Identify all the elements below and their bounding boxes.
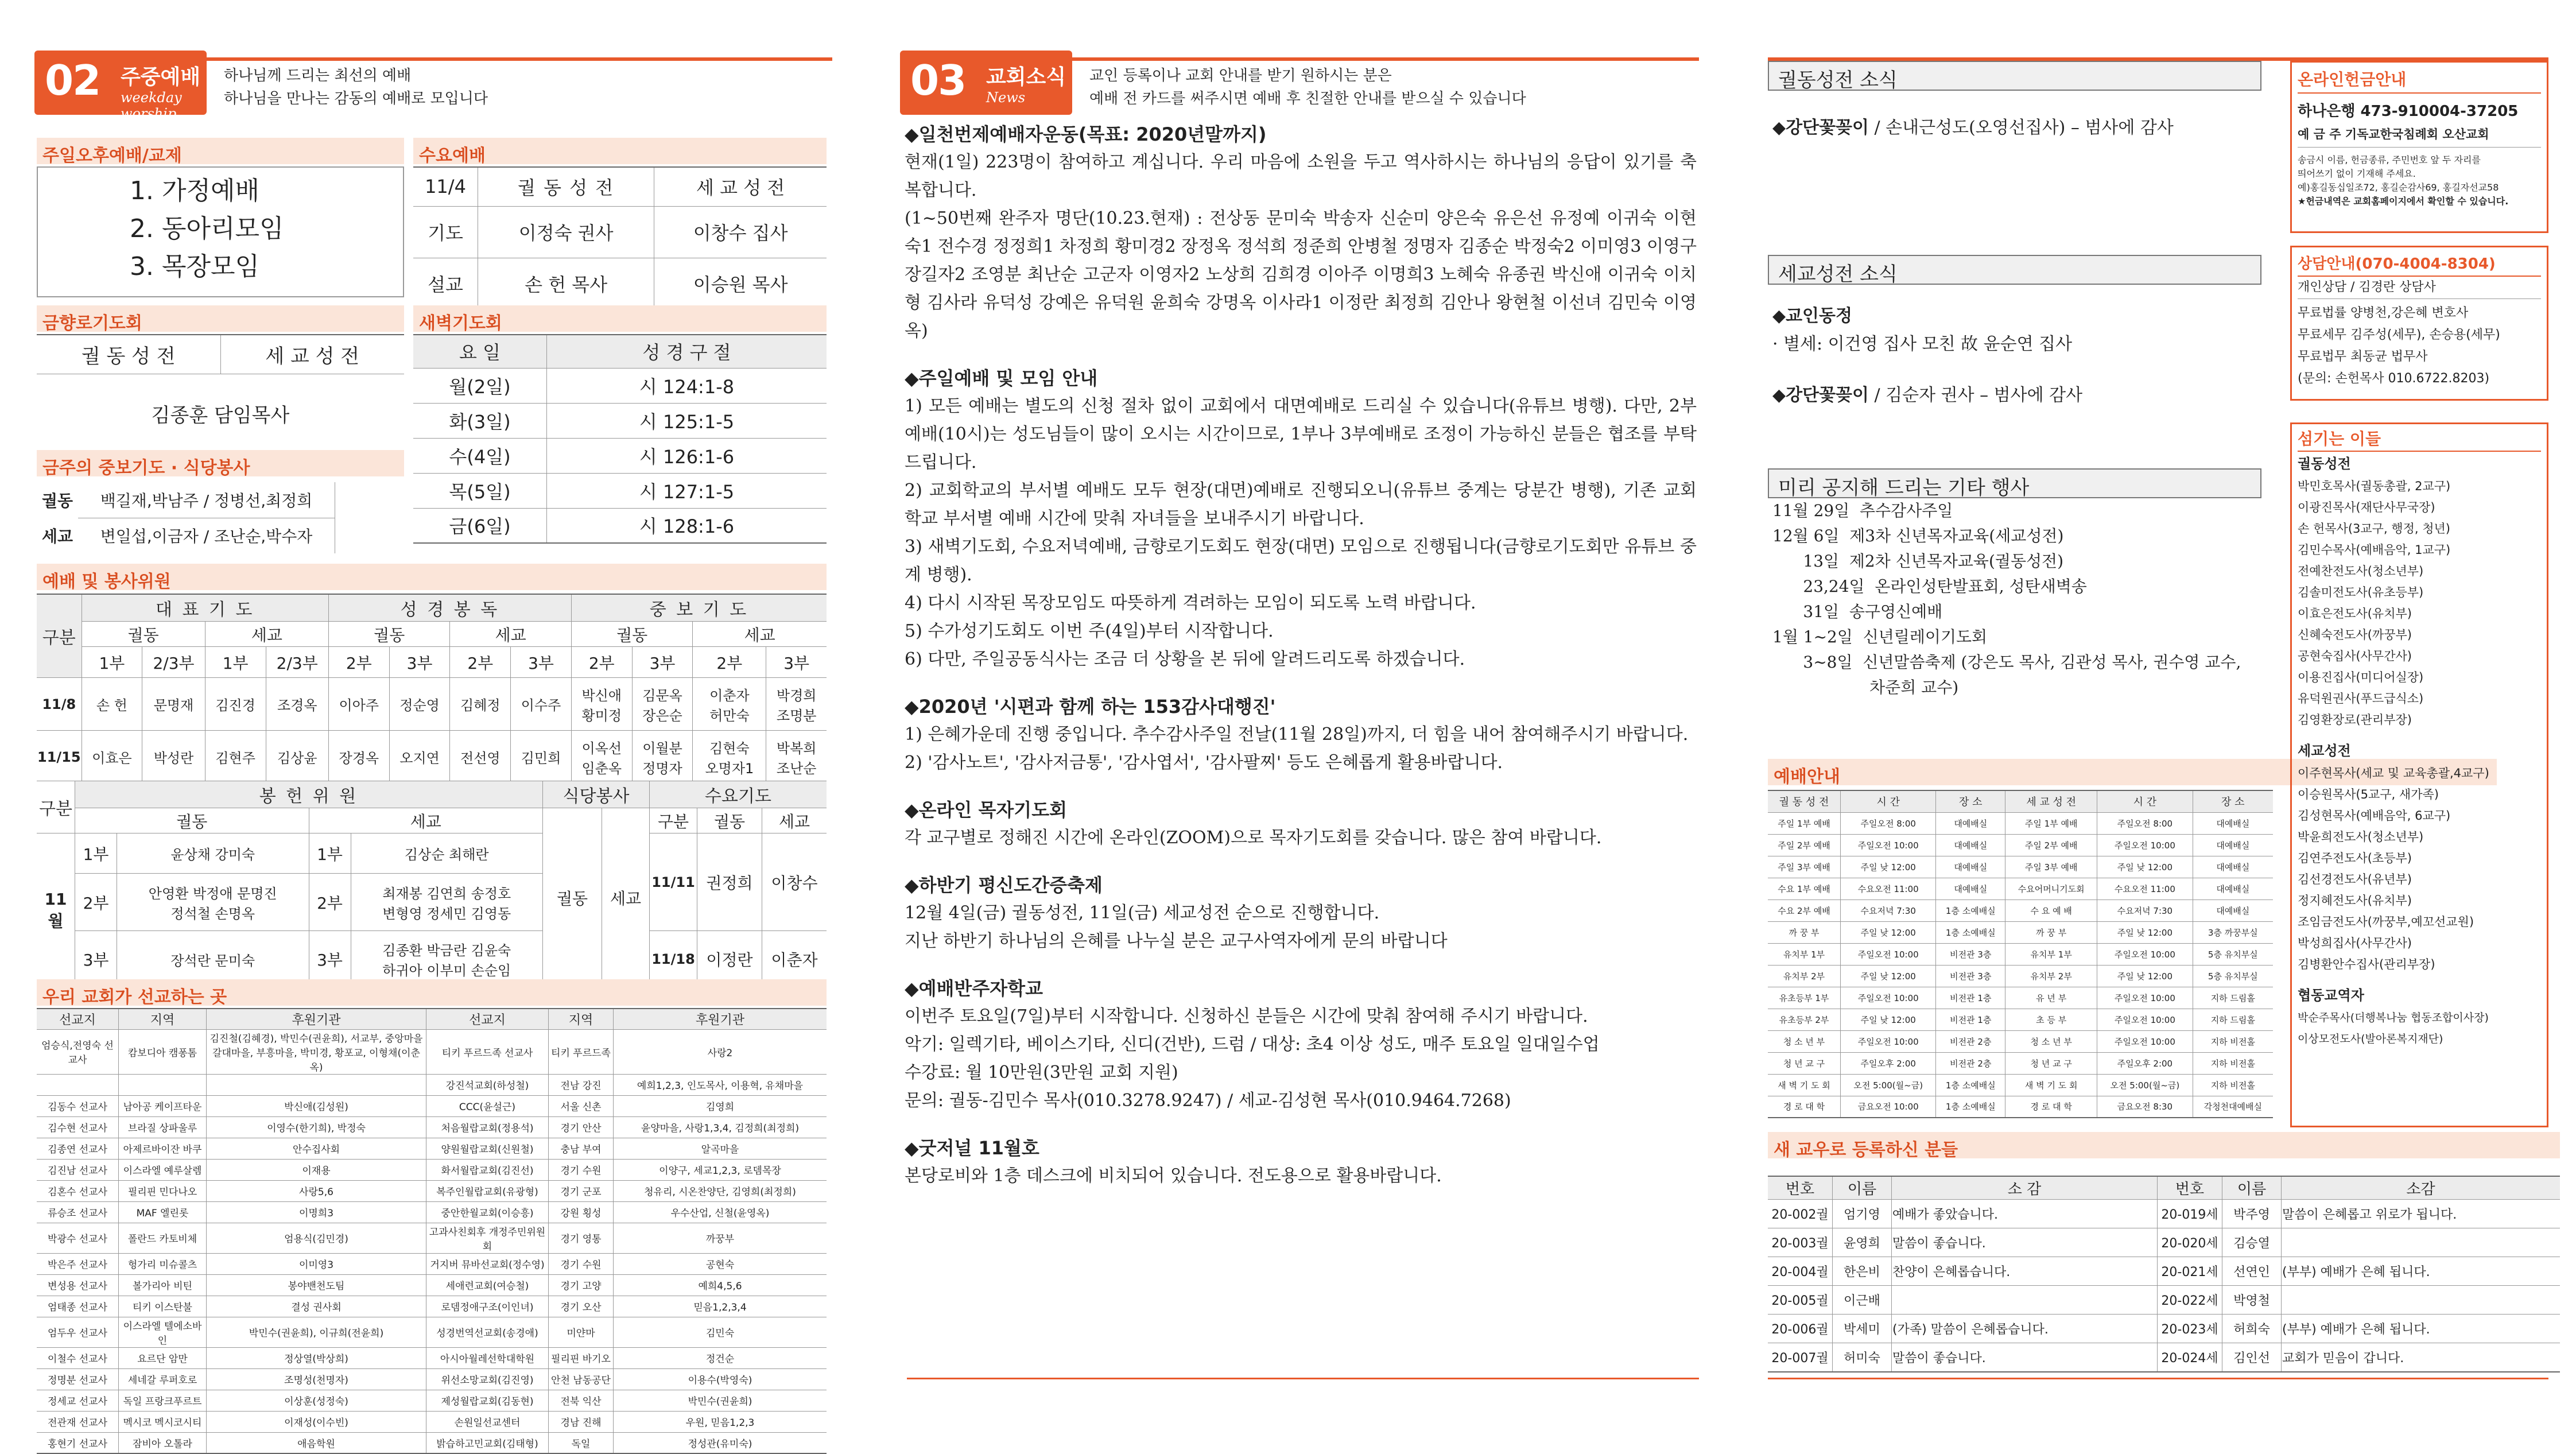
staff-member: 박민호목사(궐동총괄, 2교구)	[2298, 479, 2451, 493]
right-bottom-rule	[1768, 1378, 2548, 1379]
event-line: 차준희 교수)	[1772, 678, 1959, 697]
friday-heading: 금향로기도회	[37, 305, 404, 332]
news-paragraph: 2) 교회학교의 부서별 예배도 모두 현장(대면)예배로 진행되오니(유튜브 중계는 당분간 병행), 기존 교회학교 부서별 예배 시간에 맞춰 자녀들을 보내주시기 바랍니다.	[905, 480, 1697, 529]
worship-info-heading: 예배안내	[1768, 759, 2497, 785]
news-section	[905, 121, 1697, 345]
offering-table: 구분 봉 헌 위 원 식당봉사 수요기도 궐동 세교 궐동 세교 구분 궐동 세교 11월 1부 윤상채 강미숙 1부 김상순 최해란 11/11 권정희 이창수 2부 안영환 박정애 문명진 정석철 손명옥 2부 최재봉 김연희 송정호 변형영 정세민 김영동 3부 장석란 문미숙 3부 김종환 박금란 김윤숙 하귀아 이부미 손순임 11/18 이정란 이춘자	[37, 781, 827, 989]
event-line: 1월 1~2일 신년릴레이기도회	[1772, 627, 1988, 646]
staff-member: 이효은전도사(유치부)	[2298, 607, 2412, 621]
mission-row: 김종연 선교사 아제르바이잔 바쿠 안수집사회 양원월랍교회(신원철) 충남 부여 알곡마을	[37, 1138, 827, 1159]
staff-member: 손 헌목사(3교구, 행정, 청년)	[2298, 522, 2450, 536]
news-section	[905, 693, 1697, 777]
section-number: 03	[910, 56, 966, 104]
online-offering-box: 온라인헌금안내 하나은행 473-910004-37205 예 금 주 기독교한국침례회 오산교회 송금시 이름, 헌금종류, 주민번호 앞 두 자리를 띄어쓰기 없이 기재해 주세요. 예)홍길동십일조72, 홍길순감사69, 홍길자선교58 ★헌금내역은 교회홈페이지에서 확인할 수 있습니다.	[2290, 61, 2548, 233]
friday-leader: 김종훈 담임목사	[37, 374, 404, 454]
staff-member: 김영환장로(관리부장)	[2298, 713, 2412, 727]
news-paragraph: 이번주 토요일(7일)부터 시작합니다. 신청하신 분들은 시간에 맞춰 참여해 주시기 바랍니다.	[905, 1006, 1588, 1026]
dawn-table: 요 일 성 경 구 절 월(2일) 시 124:1-8 화(3일) 시 125:1-5 수(4일) 시 126:1-6 목(5일) 시 127:1-5 금(6일) 시 128:1-6	[413, 334, 827, 544]
staff-member: 유덕원권사(푸드급식소)	[2298, 692, 2424, 705]
mission-row: 김동수 선교사 남아공 케이프타운 박신애(김성원) CCC(윤설근) 서울 신촌 김영희	[37, 1095, 827, 1116]
mission-row: 이철수 선교사 요르단 암만 정상열(박상희) 아시아월레선학대학원 필리핀 바기오 정건순	[37, 1347, 827, 1368]
news-section-title: ◆일천번제예배자운동(목표: 2020년말까지)	[905, 123, 1267, 145]
news-section	[905, 871, 1697, 955]
staff-group-title: 궐동성전	[2298, 456, 2351, 472]
section-title: 교회소식	[986, 65, 1066, 89]
section-title: 주중예배	[121, 65, 201, 89]
staff-member: 박순주목사(더행복나눔 협동조합이사장)	[2298, 1011, 2489, 1024]
worship-row: 유초등부 1부 주일오전 10:00 비전관 1층 유 년 부 주일오전 10:00 지하 드림홀	[1768, 987, 2273, 1009]
worship-row: 유치부 2부 주일 낮 12:00 비전관 3층 유치부 2부 주일 낮 12:00 5층 유치부실	[1768, 965, 2273, 987]
worship-row: 주일 1부 예배 주일오전 8:00 대예배실 주일 1부 예배 주일오전 8:00 대예배실	[1768, 812, 2273, 834]
staff-member: 공현숙집사(사무간사)	[2298, 649, 2412, 663]
gwol-news-item: ◆강단꽃꽂이 / 손내근성도(오영선집사) – 범사에 감사	[1772, 118, 2174, 138]
staff-member: 이광진목사(재단사무국장)	[2298, 501, 2435, 514]
mid-bottom-rule	[907, 1378, 1699, 1379]
staff-heading: 섬기는 이들	[2298, 428, 2541, 452]
servants-row: 11/15 이효은 박성란 김현주 김상윤 장경옥 오지연 전선영 김민희 이옥선 임춘옥 이월분 정명자 김현숙 오명자1 박복희 조난순	[37, 731, 827, 784]
worship-row: 수요 2부 예배 수요저녁 7:30 1층 소예배실 수 요 예 배 수요저녁 7:30 대예배실	[1768, 899, 2273, 921]
sunday-pm-box	[37, 166, 404, 297]
news-paragraph: 1) 은혜가운데 진행 중입니다. 추수감사주일 전날(11월 28일)까지, 더 힘을 내어 참여해주시기 바랍니다.	[905, 724, 1689, 745]
news-paragraph: 지난 하반기 하나님의 은혜를 나누실 분은 교구사역자에게 문의 바랍니다	[905, 931, 1448, 951]
news-section-title: ◆2020년 '시편과 함께 하는 153감사대행진'	[905, 696, 1276, 718]
intercede-heading: 금주의 중보기도 · 식당봉사	[37, 450, 404, 476]
news-paragraph: 본당로비와 1층 데스크에 비치되어 있습니다. 전도용으로 활용바랍니다.	[905, 1166, 1442, 1186]
event-line: 11월 29일 추수감사주일	[1772, 501, 1953, 520]
worship-row: 새 벽 기 도 회 오전 5:00(월~금) 1층 소예배실 새 벽 기 도 회 오전 5:00(월~금) 지하 비전홀	[1768, 1074, 2273, 1096]
mission-row: 엄두우 선교사 이스라엘 텔에소바인 박민수(권윤희), 이규희(전윤희) 성경번역선교회(송경애) 미얀마 김민숙	[37, 1317, 827, 1347]
worship-row: 유초등부 2부 주일 낮 12:00 비전관 1층 초 등 부 주일오전 10:00 지하 드림홀	[1768, 1009, 2273, 1030]
newcomers-heading: 새 교우로 등록하신 분들	[1768, 1132, 2560, 1158]
worship-row: 까 꿍 부 주일 낮 12:00 1층 소예배실 까 꿍 부 주일 낮 12:00 3층 까꿍부실	[1768, 921, 2273, 943]
news-paragraph: 수강료: 월 10만원(3만원 교회 지원)	[905, 1063, 1178, 1083]
wed-heading: 수요예배	[413, 138, 827, 164]
news-section	[905, 1134, 1697, 1190]
staff-member: 전예찬전도사(청소년부)	[2298, 564, 2424, 578]
staff-member: 이주현목사(세교 및 교육총괄,4교구)	[2298, 766, 2489, 780]
sunday-pm-item: 2. 동아리모임	[130, 214, 284, 243]
left-subtitle: 하나님께 드리는 최선의 예배 하나님을 만나는 감동의 예배로 모입니다	[224, 67, 488, 107]
newcomer-row: 20-007궐 허미숙 말씀이 좋습니다. 20-024세 김인선 교회가 믿음이 갑니다.	[1768, 1343, 2560, 1372]
section-number: 02	[45, 56, 100, 104]
counsel-box: 상담안내(070-4004-8304) 개인상담 / 김경란 상담사 무료법률 양병천,강은혜 변호사 무료세무 김주성(세무), 손승용(세무) 무료법무 최동균 법무사 (문의: 손헌목사 010.6722.8203)	[2290, 246, 2548, 401]
staff-member: 김연주전도사(초등부)	[2298, 851, 2412, 865]
worship-info-table: 궐 동 성 전 시 간 장 소 세 교 성 전 시 간 장 소 주일 1부 예배 주일오전 8:00 대예배실 주일 1부 예배 주일오전 8:00 대예배실 주일 2부 예배 주일오전 10:00 대예배실 주일 2부 예배 주일오전 10:00 대예배실 주일 3부 예배 주일 낮 12:00 대예배실 주일 3부 예배 주일 낮 12:00 대예배실 수요 1부 예배 수요오전 11:00 대예배실 수요어머니기도회 수요오전 11:00 대예배실 수요 2부 예배 수요저녁 7:30 1층 소예배실 수 요 예 배 수요저녁 7:30 대예배실 까 꿍 부 주일 낮 12:00 1층 소예배실 까 꿍 부 주일 낮 12:00 3층 까꿍부실 유치부 1부 주일오전 10:00 비전관 3층 유치부 1부 주일오전 10:00 5층 유치부실 유치부 2부 주일 낮 12:00 비전관 3층 유치부 2부 주일 낮 12:00 5층 유치부실 유초등부 1부 주일오전 10:00 비전관 1층 유 년 부 주일오전 10:00 지하 드림홀 유초등부 2부 주일 낮 12:00 비전관 1층 초 등 부 주일오전 10:00 지하 드림홀 청 소 년 부 주일오전 10:00 비전관 2층 청 소 년 부 주일오전 10:00 지하 비전홀 청 년 교 구 주일오후 2:00 비전관 2층 청 년 교 구 주일오후 2:00 지하 비전홀 새 벽 기 도 회 오전 5:00(월~금) 1층 소예배실 새 벽 기 도 회 오전 5:00(월~금) 지하 비전홀 경 로 대 학 금요오전 10:00 1층 소예배실 경 로 대 학 금요오전 8:30 각청천대예배실	[1768, 790, 2273, 1118]
news-section	[905, 365, 1697, 673]
mission-row: 김진남 선교사 이스라엘 예루살렘 이재용 화서월랍교회(김진선) 경기 수원 이양구, 세교1,2,3, 로뎀목장	[37, 1159, 827, 1180]
dawn-heading: 새벽기도회	[413, 305, 827, 332]
worship-row: 유치부 1부 주일오전 10:00 비전관 3층 유치부 1부 주일오전 10:00 5층 유치부실	[1768, 943, 2273, 965]
staff-member: 김솔미전도사(유초등부)	[2298, 586, 2424, 599]
event-line: 3~8일 신년말씀축제 (강은도 목사, 김관성 목사, 권수영 교수,	[1772, 653, 2241, 672]
staff-member: 박윤희전도사(청소년부)	[2298, 830, 2424, 844]
worship-row: 수요 1부 예배 수요오전 11:00 대예배실 수요어머니기도회 수요오전 11:00 대예배실	[1768, 878, 2273, 899]
mission-row: 박광수 선교사 폴란드 카토비체 엄용식(김민경) 고과사친회후 개정주민위원회 경기 영통 까꿍부	[37, 1223, 827, 1253]
segyo-news-heading: 세교성전 소식	[1768, 255, 2261, 285]
section-subtitle: News	[986, 90, 1026, 106]
news-column	[905, 121, 1697, 1209]
mission-row: 정세교 선교사 독일 프랑크푸르트 이상훈(성정숙) 제성월랍교회(김동현) 전북 익산 박민수(권윤희)	[37, 1390, 827, 1411]
staff-member: 이승원목사(5교구, 새가족)	[2298, 788, 2439, 801]
segyo-news-list: ◆교인동정 · 별세: 이건영 집사 모친 故 윤순연 집사 ◆강단꽃꽂이 / 김순자 권사 – 범사에 감사	[1772, 306, 2083, 405]
staff-member: 박성희집사(사무간사)	[2298, 936, 2412, 950]
news-section-title: ◆예배반주자학교	[905, 978, 1043, 999]
sunday-pm-item: 1. 가정예배	[130, 176, 259, 206]
newcomer-row: 20-005궐 이근배 20-022세 박영철	[1768, 1286, 2560, 1315]
events-heading: 미리 공지해 드리는 기타 행사	[1768, 468, 2261, 498]
servants-table: 구분 대 표 기 도 성 경 봉 독 중 보 기 도 궐동 세교 궐동 세교 궐동 세교 1부 2/3부 1부 2/3부 2부 3부 2부 3부 2부 3부 2부 3부 11/8 손 헌 문명재 김진경 조경옥 이아주 정순영 김혜정 이수주 박신애 황미정 김문옥 장은순 이춘자 허만숙 박경희 조명분 11/15 이효은 박성란 김현주 김상윤 장경옥 오지연 전선영 김민희 이옥선 임춘옥 이월분 정명자 김현숙 오명자1 박복희 조난순	[37, 594, 827, 784]
wed-date: 11/4	[413, 167, 478, 206]
gwol-news-heading: 궐동성전 소식	[1768, 61, 2261, 91]
mid-subtitle: 교인 등록이나 교회 안내를 받기 원하시는 분은 예배 전 카드를 써주시면 예배 후 친절한 안내를 받으실 수 있습니다	[1089, 67, 1526, 107]
worship-row: 청 년 교 구 주일오후 2:00 비전관 2층 청 년 교 구 주일오후 2:00 지하 비전홀	[1768, 1052, 2273, 1074]
staff-box	[2290, 422, 2548, 1127]
worship-row: 주일 3부 예배 주일 낮 12:00 대예배실 주일 3부 예배 주일 낮 12:00 대예배실	[1768, 856, 2273, 878]
mission-heading: 우리 교회가 선교하는 곳	[37, 979, 827, 1006]
mission-row: 강진석교회(하성철) 전남 강진 예희1,2,3, 인도목사, 이용혁, 유채마을	[37, 1074, 827, 1095]
mission-row: 전관재 선교사 멕시코 멕시코시티 이재성(이수빈) 손원일선교센터 경남 진해 우원, 믿음1,2,3	[37, 1411, 827, 1432]
worship-row: 청 소 년 부 주일오전 10:00 비전관 2층 청 소 년 부 주일오전 10:00 지하 비전홀	[1768, 1030, 2273, 1052]
newcomers-table: 번호 이름 소 감 번호 이름 소감 20-002궐 엄기영 예배가 좋았습니다. 20-019세 박주영 말씀이 은혜롭고 위로가 됩니다. 20-003궐 윤영희 말씀이 좋습니다. 20-020세 김승열 20-004궐 한은비 찬양이 은혜롭습니다. 20-021세 선연인 (부부) 예배가 은혜 됩니다. 20-005궐 이근배 20-022세 박영철 20-006궐 박세미 (가족) 말씀이 은혜롭습니다. 20-023세 허희숙 (부부) 예배가 은혜 됩니다. 20-007궐 허미숙 말씀이 좋습니다. 20-024세 김인선 교회가 믿음이 갑니다.	[1768, 1176, 2560, 1372]
newcomer-row: 20-006궐 박세미 (가족) 말씀이 은혜롭습니다. 20-023세 허희숙 (부부) 예배가 은혜 됩니다.	[1768, 1315, 2560, 1343]
mission-row: 정명분 선교사 세네갈 루퍼호로 조명성(천명자) 위선소망교회(김진영) 안천 남동공단 이용수(박영숙)	[37, 1368, 827, 1390]
staff-group-title: 협동교역자	[2298, 987, 2364, 1003]
mission-table: 선교지 지역 후원기관 선교지 지역 후원기관 엄승식,전영숙 선교사 캄보디아 캠퐁톰 김진철(김혜경), 박민수(권윤희), 서교부, 중앙마을 갈대마을, 부흥마을, 박미경, 황포교, 이형채(이춘옥) 티키 푸르드족 선교사 티키 푸르드족 사랑2 강진석교회(하성철) 전남 강진 예희1,2,3, 인도목사, 이용혁, 유채마을 김동수 선교사 남아공 케이프타운 박신애(김성원) CCC(윤설근) 서울 신촌 김영희 김수현 선교사 브라질 상파울루 이영수(한기희), 박정숙 처음월랍교회(정용석) 경기 안산 윤양마을, 사랑1,3,4, 김정희(최정희) 김종연 선교사 아제르바이잔 바쿠 안수집사회 양원월랍교회(신원철) 충남 부여 알곡마을 김진남 선교사 이스라엘 예루살렘 이재용 화서월랍교회(김진선) 경기 수원 이양구, 세교1,2,3, 로뎀목장 김혼수 선교사 필리핀 민다나오 사랑5,6 복주인월랍교회(유광형) 경기 군포 청유리, 시온찬양단, 김영희(최정희) 류승조 선교사 MAF 엘린롯 이명희3 중안한월교회(이승흥) 강원 횡성 우수산업, 신철(윤영옥) 박광수 선교사 폴란드 카토비체 엄용식(김민경) 고과사친회후 개정주민위원회 경기 영통 까꿍부 박은주 선교사 헝가리 미슈콜츠 이미영3 거지버 뮤바선교회(정수영) 경기 수원 공현숙 변성용 선교사 볼가리아 비틴 봉야밴천도팀 세애련교회(여승철) 경기 고양 예희4,5,6 엄태종 선교사 티키 이스탄불 결성 권사회 로뎀정애구조(이인녀) 경기 오산 믿음1,2,3,4 엄두우 선교사 이스라엘 텔에소바인 박민수(권윤희), 이규희(전윤희) 성경번역선교회(송경애) 미얀마 김민숙 이철수 선교사 요르단 암만 정상열(박상희) 아시아월레선학대학원 필리핀 바기오 정건순 정명분 선교사 세네갈 루퍼호로 조명성(천명자) 위선소망교회(김진영) 안천 남동공단 이용수(박영숙) 정세교 선교사 독일 프랑크푸르트 이상훈(성정숙) 제성월랍교회(김동현) 전북 익산 박민수(권윤희) 전관재 선교사 멕시코 멕시코시티 이재성(이수빈) 손원일선교센터 경남 진해 우원, 믿음1,2,3 홍현기 선교사 잠비아 오톨라 애음학원 밝습하고민교회(김태형) 독일 정성관(유미숙)	[37, 1008, 827, 1454]
events-list	[1772, 498, 2289, 700]
news-paragraph: 1) 모든 예배는 별도의 신청 절차 없이 교회에서 대면예배로 드리실 수 있습니다(유튜브 병행). 다만, 2부예배(10시)는 성도님들이 많이 오시는 시간이므로, 1부나 3부예배로 조정이 가능하신 분들은 협조를 부탁드립니다.	[905, 396, 1697, 472]
newcomer-row: 20-002궐 엄기영 예배가 좋았습니다. 20-019세 박주영 말씀이 은혜롭고 위로가 됩니다.	[1768, 1200, 2560, 1228]
staff-member: 신혜숙전도사(까꿍부)	[2298, 628, 2412, 642]
news-paragraph: 4) 다시 시작된 목장모임도 따뜻하게 격려하는 모임이 되도록 노력 바랍니다.	[905, 593, 1476, 613]
mission-row: 류승조 선교사 MAF 엘린롯 이명희3 중안한월교회(이승흥) 강원 횡성 우수산업, 신철(윤영옥)	[37, 1201, 827, 1223]
sunday-pm-item: 3. 목장모임	[130, 252, 259, 281]
section-subtitle: weekday worship	[121, 90, 182, 122]
news-paragraph: 현재(1일) 223명이 참여하고 계십니다. 우리 마음에 소원을 두고 역사하시는 하나님의 응답이 있기를 축복합니다.	[905, 152, 1697, 200]
news-paragraph: 각 교구별로 정해진 시간에 온라인(ZOOM)으로 목자기도회를 갖습니다. 많은 참여 바랍니다.	[905, 828, 1602, 848]
wed-col-gwol: 궐 동 성 전	[478, 167, 654, 206]
event-line: 12월 6일 제3차 신년목자교육(세교성전)	[1772, 526, 2064, 545]
worship-row: 주일 2부 예배 주일오전 10:00 대예배실 주일 2부 예배 주일오전 10:00 대예배실	[1768, 834, 2273, 856]
news-section-title: ◆굿저널 11월호	[905, 1137, 1039, 1159]
news-section	[905, 975, 1697, 1115]
staff-group-title: 세교성전	[2298, 743, 2351, 759]
sunday-pm-heading: 주일오후예배/교제	[37, 138, 404, 164]
news-paragraph: 6) 다만, 주일공동식사는 조금 더 상황을 본 뒤에 알려드리도록 하겠습니다.	[905, 649, 1465, 669]
intercede-table: 궐동 백길재,박남주 / 정병선,최정희 세교 변일섭,이금자 / 조난순,박수자	[37, 482, 335, 553]
mission-row: 변성용 선교사 볼가리아 비틴 봉야밴천도팀 세애련교회(여승철) 경기 고양 예희4,5,6	[37, 1274, 827, 1296]
news-section	[905, 796, 1697, 852]
staff-member: 김성현목사(예배음악, 6교구)	[2298, 809, 2451, 823]
mission-row: 홍현기 선교사 잠비아 오톨라 애음학원 밝습하고민교회(김태형) 독일 정성관(유미숙)	[37, 1432, 827, 1453]
left-section-badge	[34, 51, 207, 122]
news-paragraph: 12월 4일(금) 궐동성전, 11일(금) 세교성전 순으로 진행합니다.	[905, 903, 1380, 923]
mission-row: 김혼수 선교사 필리핀 민다나오 사랑5,6 복주인월랍교회(유광형) 경기 군포 청유리, 시온찬양단, 김영희(최정희)	[37, 1180, 827, 1201]
friday-table: 궐 동 성 전 세 교 성 전 김종훈 담임목사	[37, 334, 404, 455]
wed-table: 11/4 궐 동 성 전 세 교 성 전 기도 이정숙 권사 이창수 집사 설교 손 헌 목사 이승원 목사	[413, 166, 827, 310]
newcomer-row: 20-004궐 한은비 찬양이 은혜롭습니다. 20-021세 선연인 (부부) 예배가 은혜 됩니다.	[1768, 1257, 2560, 1286]
newcomer-row: 20-003궐 윤영희 말씀이 좋습니다. 20-020세 김승열	[1768, 1228, 2560, 1257]
staff-member: 김민수목사(예배음악, 1교구)	[2298, 543, 2451, 557]
staff-member: 김병환안수집사(관리부장)	[2298, 957, 2435, 971]
servants-heading: 예배 및 봉사위원	[37, 564, 827, 590]
news-section-title: ◆온라인 목자기도회	[905, 799, 1068, 821]
news-paragraph: 악기: 일렉기타, 베이스기타, 신디(건반), 드럼 / 대상: 초4 이상 성도, 매주 토요일 일대일수업	[905, 1034, 1600, 1054]
news-section-title: ◆하반기 평신도간증축제	[905, 874, 1103, 896]
staff-member: 정지혜전도사(유치부)	[2298, 894, 2412, 908]
mission-row: 엄승식,전영숙 선교사 캄보디아 캠퐁톰 김진철(김혜경), 박민수(권윤희), 서교부, 중앙마을 갈대마을, 부흥마을, 박미경, 황포교, 이형채(이춘옥) 티키 푸르드족 선교사 티키 푸르드족 사랑2	[37, 1029, 827, 1074]
news-section-title: ◆주일예배 및 모임 안내	[905, 367, 1098, 389]
news-paragraph: (1~50번째 완주자 명단(10.23.현재) : 전상동 문미숙 박송자 신순미 양은숙 유은선 유정예 이귀숙 이현숙1 전수경 정정희1 차정희 황미경2 장정옥 정석희 정준희 안병철 정명자 김종순 박정숙2 이미영3 이영구 장길자2 조영분 최난순 고군자 이영자2 노상희 김희경 이아주 이명희3 노혜숙 유종권 박신애 이귀숙 이치형 김사라 유덕성 강예은 유덕원 윤희숙 강명옥 이사라1 이정란 최정희 김안나 왕현철 이선녀 김민숙 이영옥)	[905, 208, 1697, 341]
mission-row: 박은주 선교사 헝가리 미슈콜츠 이미영3 거지버 뮤바선교회(정수영) 경기 수원 공현숙	[37, 1253, 827, 1274]
news-paragraph: 5) 수가성기도회도 이번 주(4일)부터 시작합니다.	[905, 621, 1274, 641]
event-line: 23,24일 온라인성탄발표회, 성탄새벽송	[1772, 577, 2087, 596]
worship-row: 경 로 대 학 금요오전 10:00 1층 소예배실 경 로 대 학 금요오전 8:30 각청천대예배실	[1768, 1096, 2273, 1118]
wed-col-segyo: 세 교 성 전	[654, 167, 827, 206]
news-paragraph: 3) 새벽기도회, 수요저녁예배, 금향로기도회도 현장(대면) 모임으로 진행됩니다(금향로기도회만 유튜브 중계 병행).	[905, 537, 1697, 585]
news-paragraph: 문의: 궐동-김민수 목사(010.3278.9247) / 세교-김성현 목사(010.9464.7268)	[905, 1091, 1511, 1111]
staff-member: 이용진집사(미디어실장)	[2298, 670, 2424, 684]
mid-section-badge	[900, 51, 1072, 115]
news-paragraph: 2) '감사노트', '감사저금통', '감사엽서', '감사팔찌' 등도 은혜롭게 활용바랍니다.	[905, 753, 1503, 773]
staff-member: 이상모전도사(발아론복지재단)	[2298, 1033, 2443, 1045]
mission-row: 김수현 선교사 브라질 상파울루 이영수(한기희), 박정숙 처음월랍교회(정용석) 경기 안산 윤양마을, 사랑1,3,4, 김정희(최정희)	[37, 1116, 827, 1138]
event-line: 13일 제2차 신년목자교육(궐동성전)	[1772, 552, 2064, 571]
mission-row: 엄태종 선교사 티키 이스탄불 결성 권사회 로뎀정애구조(이인녀) 경기 오산 믿음1,2,3,4	[37, 1296, 827, 1317]
event-line: 31일 송구영신예배	[1772, 602, 1943, 621]
staff-member: 조임금전도사(까꿍부,예꼬선교원)	[2298, 915, 2474, 929]
servants-row: 11/8 손 헌 문명재 김진경 조경옥 이아주 정순영 김혜정 이수주 박신애 황미정 김문옥 장은순 이춘자 허만숙 박경희 조명분	[37, 678, 827, 731]
staff-member: 김선경전도사(유년부)	[2298, 873, 2412, 886]
